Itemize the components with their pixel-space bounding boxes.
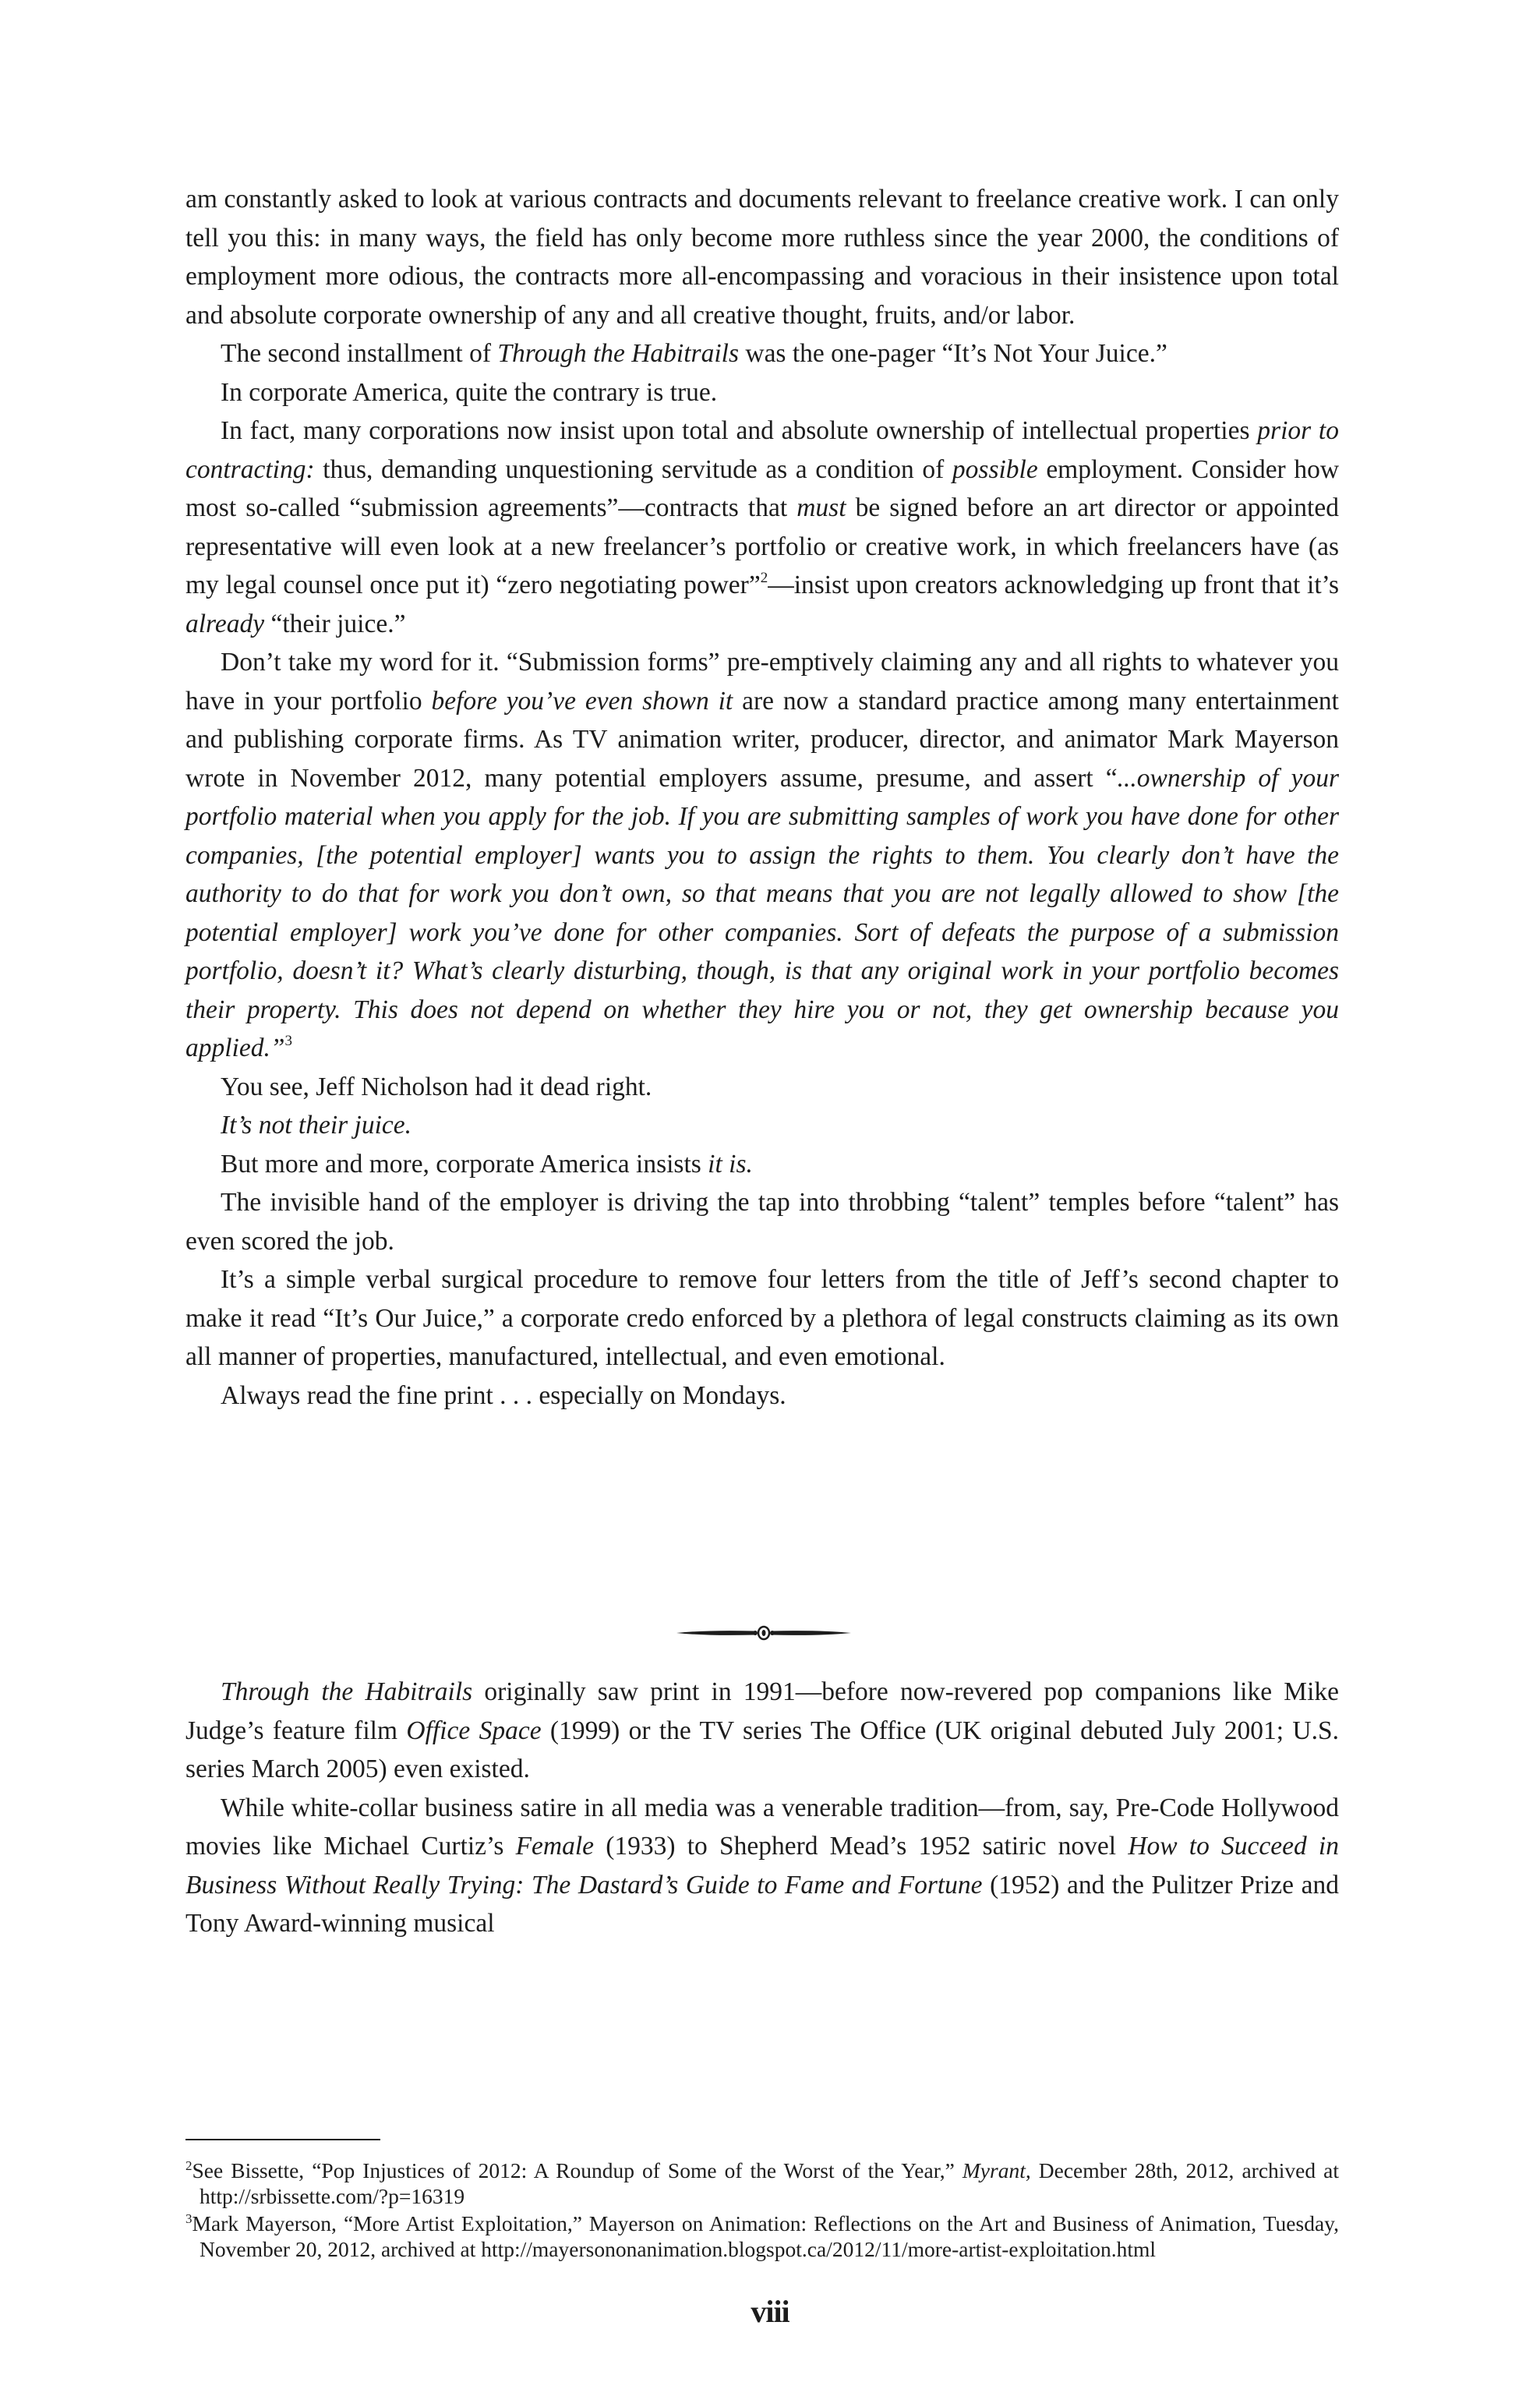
section-break-ornament-icon — [676, 1621, 851, 1645]
paragraph: Through the Habitrails originally saw print in 1991—before now-revered pop companions like Mike Judge’s feature film Office Space (1999) or the TV series The Office (UK original debuted July 2001; U.S. series March 2005) even existed. — [185, 1677, 1339, 1783]
paragraph: But more and more, corporate America insists it is. — [221, 1149, 753, 1179]
paragraph: am constantly asked to look at various contracts and documents relevant to freelance creative work. I can only tell you this: in many ways, the field has only become more ruthless since the year 2000, the conditions of employment more odious, the contracts more all-encompassing and voracious in their insistence upon total and absolute corporate ownership of any and all creative thought, fruits, and/or labor. — [185, 185, 1339, 330]
paragraph: You see, Jeff Nicholson had it dead right. — [221, 1072, 652, 1101]
body-text-continued — [185, 1673, 1339, 1943]
work-title: Through the Habitrails — [221, 1677, 473, 1706]
footnote-3: $^3$Mark Mayerson, “More Artist Exploitation,” Mayerson on Animation: Reflections on the Art and Business of Animation, Tuesday, November 20, 2012, archived at http://mayersononanimation.blogspot.ca/2012/11/more-artist-exploitation.html — [185, 2211, 1339, 2261]
paragraph: The invisible hand of the employer is driving the tap into throbbing “talent” temples before “talent” has even scored the job. — [185, 1188, 1339, 1256]
paragraph: In fact, many corporations now insist upon total and absolute ownership of intellectual properties prior to contracting: thus, demanding unquestioning servitude as a condition of possible employment. Consider how most so-called “submission agreements”—contracts that must be signed before an art director or appointed representative will even look at a new freelancer’s portfolio or creative work, in which freelancers have (as my legal counsel once put it) “zero negotiating power”$^2$—insist upon creators acknowledging up front that it’s already “their juice.” — [185, 416, 1340, 638]
paragraph: The second installment of Through the Habitrails was the one-pager “It’s Not Your Juice.” — [221, 339, 1167, 368]
footnote-2: $^2$See Bissette, “Pop Injustices of 2012: A Roundup of Some of the Worst of the Year,” Myrant, December 28th, 2012, archived at http://srbissette.com/?p=16319 — [185, 2158, 1339, 2208]
body-text — [185, 180, 1339, 1415]
page-number: viii — [751, 2294, 789, 2329]
paragraph: Always read the fine print . . . especially on Mondays. — [221, 1380, 786, 1410]
paragraph: It’s not their juice. — [221, 1111, 412, 1140]
footnote-ref-2: 2 — [760, 570, 768, 586]
footnotes — [185, 2158, 1339, 2264]
footnote-ref-3: 3 — [284, 1033, 292, 1049]
paragraph: In corporate America, quite the contrary is true. — [221, 377, 718, 407]
paragraph: While white-collar business satire in all media was a venerable tradition—from, say, Pre-Code Hollywood movies like Michael Curtiz’s Female (1933) to Shepherd Mead’s 1952 satiric novel How to Succeed in Business Without Really Trying: The Dastard’s Guide to Fame and Fortune (1952) and the Pulitzer Prize and Tony Award-winning musical — [185, 1793, 1339, 1938]
work-title: Through the Habitrails — [497, 339, 739, 368]
paragraph: It’s a simple verbal surgical procedure to remove four letters from the title of Jeff’s second chapter to make it read “It’s Our Juice,” a corporate credo enforced by a plethora of legal constructs claiming as its own all manner of properties, manufactured, intellectual, and even emotional. — [185, 1265, 1339, 1371]
block-quote: ...ownership of your portfolio material when you apply for the job. If you are submitting samples of work you have done for other companies, [the potential employer] wants you to assign the rights to them. You clearly don’t have the authority to do that for work you don’t own, so that means that you are not legally allowed to show [the potential employer] work you’ve done for other companies. Sort of defeats the purpose of a submission portfolio, doesn’t it? What’s clearly disturbing, though, is that any original work in your portfolio becomes their property. This does not depend on whether they hire you or not, they get ownership because you applied.” — [185, 763, 1339, 1062]
paragraph: Don’t take my word for it. “Submission forms” pre-emptively claiming any and all rights to whatever you have in your portfolio before you’ve even shown it are now a standard practice among many entertainment and publishing corporate firms. As TV animation writer, producer, director, and animator Mark Mayerson wrote in November 2012, many potential employers assume, presume, and assert “...ownership of your portfolio material when you apply for the job. If you are submitting samples of work you have done for other companies, [the potential employer] wants you to assign the rights to them. You clearly don’t have the authority to do that for work you don’t own, so that means that you are not legally allowed to show [the potential employer] work you’ve done for other companies. Sort of defeats the purpose of a submission portfolio, doesn’t it? What’s clearly disturbing, though, is that any original work in your portfolio becomes their property. This does not depend on whether they hire you or not, they get ownership because you applied.”$^3$ — [185, 648, 1339, 1062]
footnote-divider — [185, 2139, 380, 2140]
